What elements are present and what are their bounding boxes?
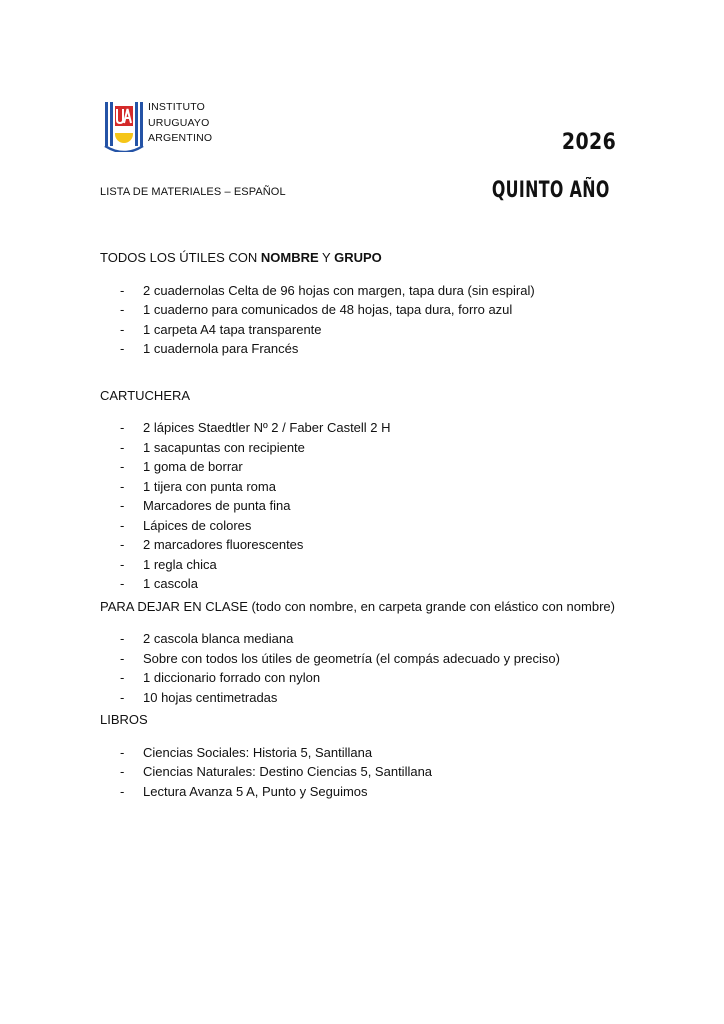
list-item [100,649,640,669]
list-marker: - [120,670,125,685]
list-item-text: Ciencias Naturales: Destino Ciencias 5, Santillana [143,764,433,779]
institute-name [148,100,212,147]
list-marker: - [120,420,125,435]
list-item-text: Lápices de colores [143,517,252,533]
list-item [100,457,640,477]
list-item-text: 1 carpeta A4 tapa transparente [143,321,322,337]
list-item-text: 10 hojas centimetradas [143,689,278,705]
list-marker: - [120,783,125,799]
general-heading [100,248,640,268]
list-item-text: 1 cuaderno para comunicados de 48 hojas, tapa dura, forro azul [143,302,513,317]
list-marker: - [120,631,125,646]
list-marker: - [120,650,125,666]
list-item-text: Sobre con todos los útiles de geometría (el compás adecuado y preciso) [143,650,560,666]
general-items [100,281,640,359]
libros-items [100,743,640,802]
list-item-text: Marcadores de punta fina [143,498,291,513]
list-item [100,782,640,802]
list-item [100,320,640,340]
institute-name-line-3: ARGENTINO [148,132,213,144]
document-subtitle: LISTA DE MATERIALES – ESPAÑOL [100,186,286,198]
list-marker: - [120,744,125,760]
list-item-text: 1 cuadernola para Francés [143,341,299,356]
list-item-text: 1 sacapuntas con recipiente [143,439,305,455]
list-marker: - [120,459,125,474]
list-item [100,535,640,555]
list-item [100,574,640,594]
list-marker: - [120,556,125,572]
list-item-text: 1 cascola [143,576,198,591]
list-marker: - [120,439,125,455]
list-marker: - [120,478,125,494]
list-marker: - [120,282,125,298]
libros-heading: LIBROS [100,712,148,727]
list-item-text: 2 cuadernolas Celta de 96 hojas con margen, tapa dura (sin espiral) [143,282,535,298]
list-marker: - [120,764,125,779]
list-item-text: 1 goma de borrar [143,459,243,474]
list-item [100,339,640,359]
list-marker: - [120,576,125,591]
institute-name-line-2: URUGUAYO [148,116,210,129]
list-item-text: 1 diccionario forrado con nylon [143,670,321,685]
list-marker: - [120,321,125,337]
list-item [100,668,640,688]
cartuchera-items [100,418,640,594]
list-item [100,300,640,320]
school-year: 2026 [561,130,616,155]
list-item [100,629,640,649]
list-marker: - [120,517,125,533]
clase-heading: PARA DEJAR EN CLASE (todo con nombre, en carpeta grande con elástico con nombre) [100,598,615,614]
list-item [100,516,640,536]
institute-logo [104,100,244,152]
list-item-text: Lectura Avanza 5 A, Punto y Seguimos [143,783,368,799]
list-item [100,438,640,458]
list-marker: - [120,498,125,513]
list-item [100,743,640,763]
institute-name-line-1: INSTITUTO [148,101,206,113]
clase-items [100,629,640,707]
list-marker: - [120,302,125,317]
general-heading-prefix: TODOS LOS ÚTILES CON [100,250,261,265]
list-item-text: Ciencias Sociales: Historia 5, Santillana [143,744,373,760]
list-marker: - [120,537,125,552]
list-marker: - [120,341,125,356]
list-item-text: 1 tijera con punta roma [143,478,276,494]
materials-list [100,248,640,801]
cartuchera-heading: CARTUCHERA [100,387,191,403]
list-item-text: 2 lápices Staedtler Nº 2 / Faber Castell 2 H [143,420,391,435]
list-marker: - [120,689,125,705]
list-item [100,496,640,516]
list-item-text: 2 marcadores fluorescentes [143,537,304,552]
list-item [100,688,640,708]
list-item [100,477,640,497]
list-item-text: 2 cascola blanca mediana [143,631,294,646]
list-item [100,418,640,438]
list-item [100,281,640,301]
list-item [100,555,640,575]
list-item-text: 1 regla chica [143,556,217,572]
general-heading-mid: Y [318,250,335,265]
general-heading-nombre: NOMBRE [260,250,319,265]
grade-title: QUINTO AÑO [492,178,610,203]
general-heading-grupo: GRUPO [334,250,382,265]
institute-emblem-icon [104,100,144,152]
list-item [100,762,640,782]
